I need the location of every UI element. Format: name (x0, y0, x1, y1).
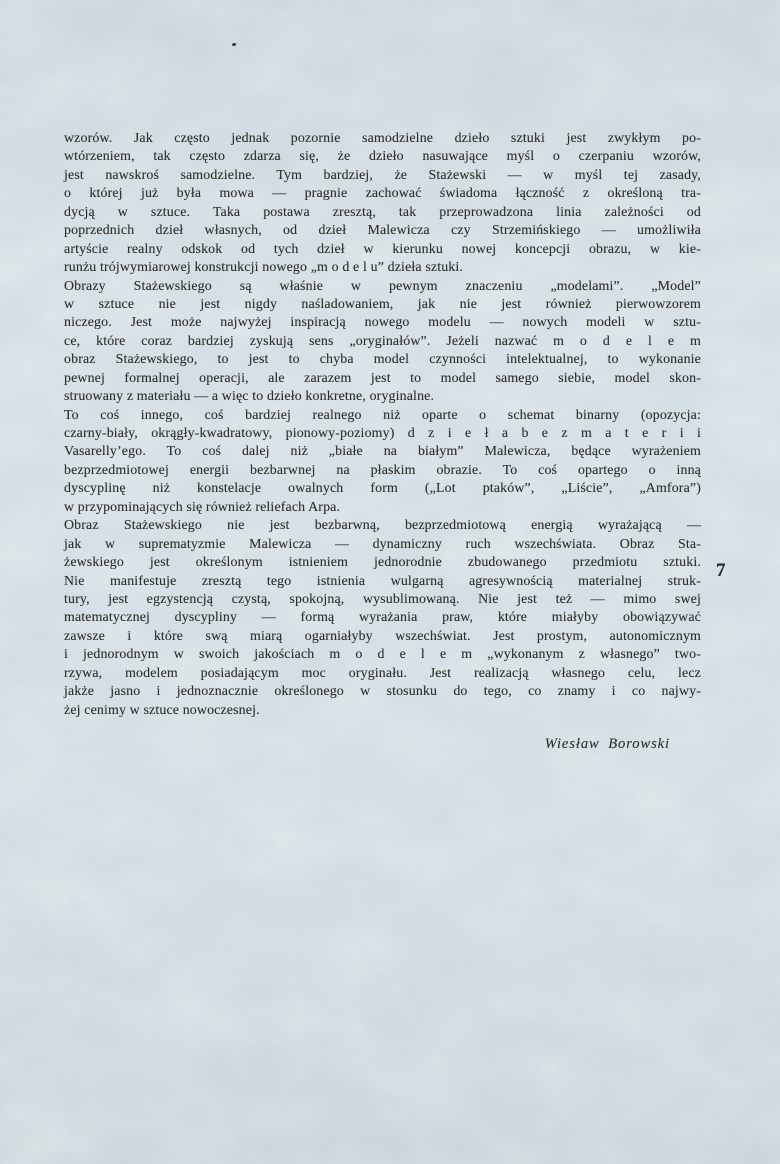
text-line: poprzednich dzieł własnych, od dzieł Malewicza czy Strzemińskiego — umożliwiła (64, 223, 701, 239)
text-line: runżu trójwymiarowej konstrukcji nowego „m o d e l u” dzieła sztuki. (64, 260, 464, 276)
author-signature: Wiesław Borowski (544, 736, 670, 752)
text-line: artyście realny odskok od tych dzieł w kierunku nowej koncepcji obrazu, w kie- (64, 241, 701, 257)
text-line: żewskiego jest określonym istnieniem jednorodnie zbudowanego przedmiotu sztuki. (64, 555, 701, 571)
text-line: Obraz Stażewskiego nie jest bezbarwną, bezprzedmiotową energią wyrażającą — (64, 518, 701, 534)
text-line: jest nawskroś samodzielne. Tym bardziej, że Stażewski — w myśl tej zasady, (64, 167, 701, 183)
text-line: wtórzeniem, tak często zdarza się, że dzieło nasuwające myśl o czerpaniu wzorów, (64, 149, 701, 165)
text-line: To coś innego, coś bardziej realnego niż oparte o schemat binarny (opozycja: (64, 407, 701, 423)
text-line: dycją w sztuce. Taka postawa zresztą, tak przeprowadzona linia zależności od (64, 204, 701, 220)
text-line: i jednorodnym w swoich jakościach m o d e l e m „wykonanym z własnego” two- (64, 647, 701, 663)
text-line: Vasarelly’ego. To coś dalej niż „białe na białym” Malewicza, będące wyrażeniem (64, 444, 701, 460)
ink-speck (232, 42, 237, 46)
text-line: jakże jasno i jednoznacznie określonego w stosunku do tego, co znamy i co najwy- (64, 684, 701, 700)
text-line: bezprzedmiotowej energii bezbarwnej na płaskim obrazie. To coś opartego o inną (64, 462, 701, 478)
text-line: niczego. Jest może najwyżej inspiracją nowego modelu — nowych modeli w sztu- (64, 315, 701, 331)
text-line: w przypominających się również reliefach Arpa. (64, 499, 341, 515)
text-line: czarny-biały, okrągły-kwadratowy, pionowy-poziomy) d z i e ł a b e z m a t e r i i (64, 426, 701, 441)
text-line: tury, jest egzystencją czystą, spokojną, wysublimowaną. Nie jest też — mimo swej (64, 591, 701, 607)
page-number: 7 (716, 560, 726, 581)
text-line: dyscyplinę niż konstelacje owalnych form („Lot ptaków”, „Liście”, „Amfora”) (64, 481, 701, 497)
text-line: Obrazy Stażewskiego są właśnie w pewnym znaczeniu „modelami”. „Model” (64, 278, 701, 294)
body-text (64, 130, 701, 720)
text-line: jak w suprematyzmie Malewicza — dynamiczny ruch wszechświata. Obraz Sta- (64, 536, 701, 552)
text-line: obraz Stażewskiego, to jest to chyba model czynności intelektualnej, to wykonanie (64, 352, 701, 368)
text-line: wzorów. Jak często jednak pozornie samodzielne dzieło sztuki jest zwykłym po- (64, 131, 701, 146)
text-line: żej cenimy w sztuce nowoczesnej. (64, 702, 260, 718)
text-line: matematycznej dyscypliny — formą wyrażania praw, które miałyby obowiązywać (64, 610, 701, 626)
text-line: pewnej formalnej operacji, ale zarazem jest to model samego siebie, model skon- (64, 370, 701, 386)
text-line: zawsze i które swą miarą ogarniałyby wszechświat. Jest prostym, autonomicznym (64, 628, 701, 644)
text-line: struowany z materiału — a więc to dzieło konkretne, oryginalne. (64, 389, 435, 405)
text-line: Nie manifestuje zresztą tego istnienia wulgarną agresywnością materialnej struk- (64, 573, 701, 589)
text-line: ce, które coraz bardziej zyskują sens „oryginałów”. Jeżeli nazwać m o d e l e m (64, 333, 701, 349)
text-line: o której już była mowa — pragnie zachować świadoma łączność z określoną tra- (64, 186, 701, 202)
text-line: w sztuce nie jest nigdy naśladowaniem, jak nie jest również pierwowzorem (64, 296, 701, 312)
text-line: rzywa, modelem posiadającym moc oryginału. Jest realizacją własnego celu, lecz (64, 665, 701, 681)
